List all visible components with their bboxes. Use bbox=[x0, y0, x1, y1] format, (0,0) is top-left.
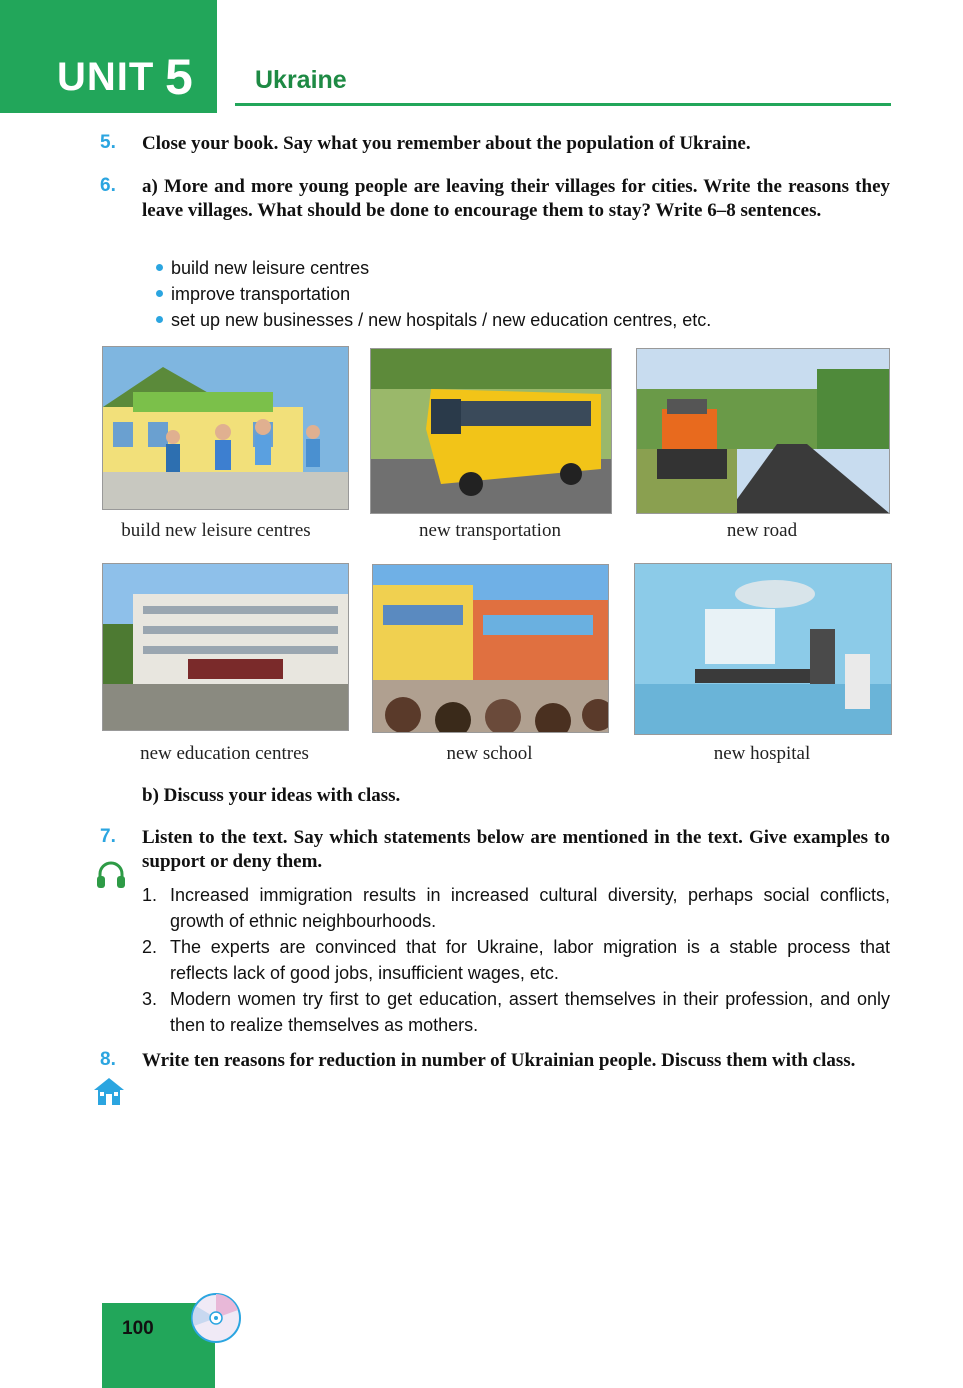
bullet-icon bbox=[156, 316, 163, 323]
photo-caption: new school bbox=[446, 743, 533, 764]
school-photo bbox=[372, 564, 609, 733]
photo-caption: new education centres bbox=[140, 743, 309, 764]
list-item: 3. Modern women try first to get education, assert themselves in their profession, and only then to realize themselves as mothers. bbox=[142, 989, 890, 1035]
photo-caption: new road bbox=[726, 520, 798, 541]
unit-label: UNIT bbox=[57, 55, 155, 99]
photo-caption: new transportation bbox=[419, 520, 561, 541]
task-8-text: Write ten reasons for reduction in number of Ukrainian people. Discuss them with class. bbox=[142, 1050, 856, 1071]
task-number-5: 5. bbox=[100, 132, 116, 153]
task-6a-text: a) More and more young people are leaving their villages for cities. Write the reasons they leave villages. What should be done to encourage them to stay? Write 6–8 sentences. bbox=[142, 176, 890, 221]
road-roller-photo bbox=[636, 348, 890, 514]
bullet-icon bbox=[156, 264, 163, 271]
list-item: improve transportation bbox=[156, 281, 711, 307]
statement-list bbox=[142, 882, 890, 1038]
task-7-text: Listen to the text. Say which statements below are mentioned in the text. Give examples to support or deny them. bbox=[142, 827, 890, 872]
task-number-7: 7. bbox=[100, 826, 116, 847]
task-number-6: 6. bbox=[100, 175, 116, 196]
list-item: set up new businesses / new hospitals / new education centres, etc. bbox=[156, 307, 711, 333]
photo-caption: new hospital bbox=[713, 743, 811, 764]
list-item: build new leisure centres bbox=[156, 255, 711, 281]
list-item: 2. The experts are convinced that for Ukraine, labor migration is a stable process that reflects lack of good jobs, insufficient wages, etc. bbox=[142, 937, 890, 983]
page-number: 100 bbox=[122, 1318, 154, 1339]
house-icon bbox=[93, 1076, 125, 1106]
page-title: Ukraine bbox=[255, 66, 347, 94]
header-divider bbox=[235, 103, 891, 106]
leisure-centre-photo bbox=[102, 346, 349, 510]
hospital-photo bbox=[634, 563, 892, 735]
task-5-text: Close your book. Say what you remember about the population of Ukraine. bbox=[142, 133, 751, 154]
task-6b-text: b) Discuss your ideas with class. bbox=[142, 785, 401, 806]
bullet-icon bbox=[156, 290, 163, 297]
headphones-icon bbox=[95, 858, 127, 890]
photo-caption: build new leisure centres bbox=[121, 520, 311, 541]
school-bus-photo bbox=[370, 348, 612, 514]
cd-icon bbox=[190, 1292, 242, 1344]
list-item: 1. Increased immigration results in increased cultural diversity, perhaps social conflicts, growth of ethnic neighbourhoods. bbox=[142, 885, 890, 931]
education-centre-photo bbox=[102, 563, 349, 731]
task-number-8: 8. bbox=[100, 1049, 116, 1070]
idea-list bbox=[156, 255, 711, 333]
unit-number: 5 bbox=[165, 49, 193, 105]
